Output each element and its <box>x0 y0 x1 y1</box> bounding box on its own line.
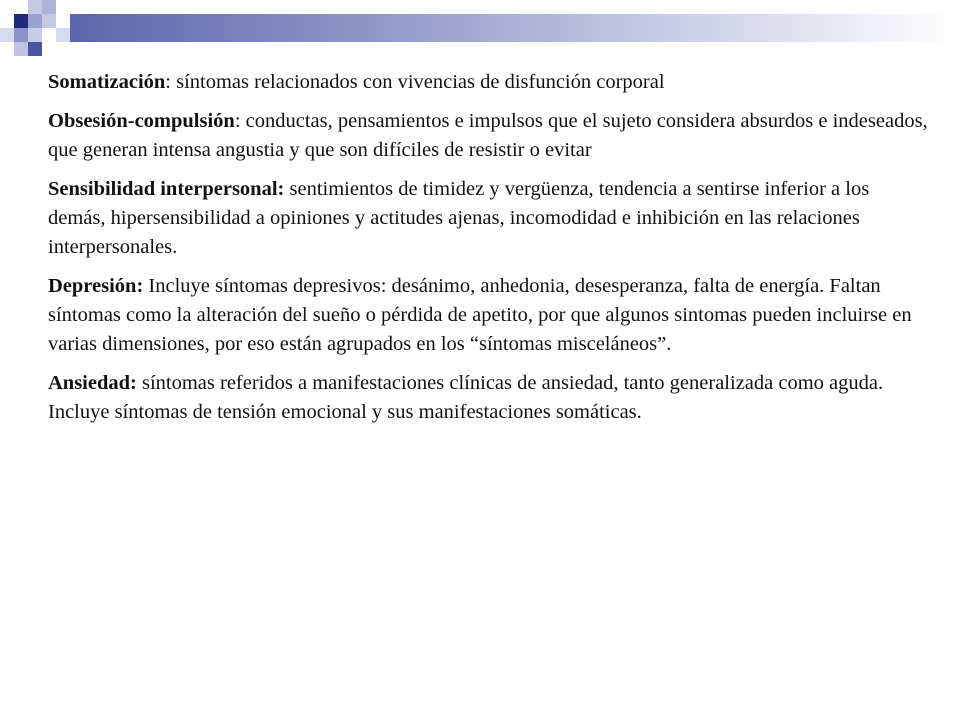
decorative-square <box>56 28 70 42</box>
term-description: sentimientos de timidez y vergüenza, tendencia a sentirse inferior a los demás, hipersensibilidad a opiniones y actitudes ajenas, incomodidad e inhibición en las relaciones interpersonales. <box>48 178 870 258</box>
decorative-square <box>14 42 28 56</box>
term-description: : conductas, pensamientos e impulsos que el sujeto considera absurdos e indeseados, que generan intensa angustia y que son difíciles de resistir o evitar <box>48 110 928 161</box>
paragraph-somatizacion <box>48 68 928 97</box>
decorative-square <box>42 14 56 28</box>
paragraph-depresion <box>48 272 928 359</box>
term-label: Sensibilidad interpersonal: <box>48 178 285 200</box>
decorative-square <box>28 14 42 28</box>
paragraph-sensibilidad-interpersonal <box>48 175 928 262</box>
header-gradient-bar <box>70 14 960 42</box>
decorative-square <box>14 28 28 42</box>
decorative-square <box>42 0 56 14</box>
term-label: Depresión: <box>48 275 144 297</box>
term-label: Ansiedad: <box>48 372 137 394</box>
term-label: Somatización <box>48 71 166 93</box>
decorative-square <box>28 0 42 14</box>
decorative-square <box>28 42 42 56</box>
slide-body <box>48 68 928 437</box>
paragraph-obsesion-compulsion <box>48 107 928 165</box>
term-description: : síntomas relacionados con vivencias de disfunción corporal <box>165 71 665 93</box>
term-description: síntomas referidos a manifestaciones clínicas de ansiedad, tanto generalizada como aguda. Incluye síntomas de tensión emocional y sus manifestaciones somáticas. <box>48 372 884 423</box>
paragraph-ansiedad <box>48 369 928 427</box>
decorative-square <box>0 28 14 42</box>
term-description: Incluye síntomas depresivos: desánimo, anhedonia, desesperanza, falta de energía. Faltan síntomas como la alteración del sueño o pérdida de apetito, por que algunos sintomas pueden incluirse en varias dimensiones, por eso están agrupados en los “síntomas misceláneos”. <box>48 275 912 355</box>
decorative-square <box>28 28 42 42</box>
decorative-square <box>14 14 28 28</box>
term-label: Obsesión-compulsión <box>48 110 235 132</box>
